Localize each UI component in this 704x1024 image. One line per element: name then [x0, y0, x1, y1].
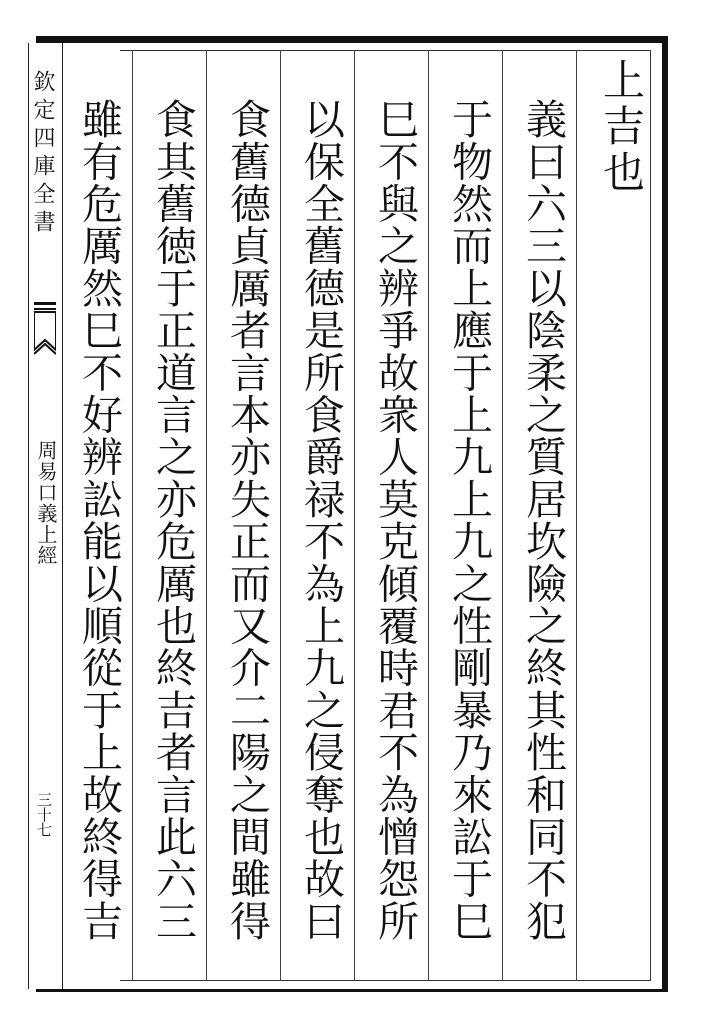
text-column-2: 義曰六三以陰柔之質居坎險之終其性和同不犯 [519, 98, 567, 942]
column-rule [132, 50, 133, 980]
fish-tail-ornament-icon [34, 302, 56, 360]
inner-border-bottom [120, 980, 651, 981]
column-rule [280, 50, 281, 980]
text-column-4: 巳不與之辨爭故衆人莫克傾覆時君不為憎怨所 [371, 98, 419, 942]
column-rule [576, 50, 577, 980]
text-column-1: 上吉也 [597, 58, 646, 196]
page-border-right [662, 36, 668, 992]
margin-rule-outer [28, 43, 29, 989]
column-rule [428, 50, 429, 980]
page-border-top [36, 36, 668, 43]
column-rule [502, 50, 503, 980]
text-column-6: 食舊德貞厲者言本亦失正而又介二陽之間雖得 [223, 98, 271, 942]
page-border-bottom [36, 989, 668, 992]
inner-border-right [650, 50, 651, 980]
text-column-3: 于物然而上應于上九上九之性剛暴乃來訟于巳 [445, 98, 493, 942]
column-rule [206, 50, 207, 980]
book-title: 欽定四庫全書 [30, 70, 55, 238]
page-number: 三十七 [35, 792, 53, 837]
margin-rule-inner [62, 43, 63, 989]
column-rule [354, 50, 355, 980]
text-column-8: 雖有危厲然巳不好辨訟能以順從于上故終得吉 [75, 98, 123, 942]
inner-border-top [120, 50, 651, 51]
text-column-7: 食其舊徳于正道言之亦危厲也終吉者言此六三 [149, 98, 197, 942]
text-column-5: 以保全舊德是所食爵禄不為上九之侵奪也故曰 [297, 98, 345, 942]
section-title: 周易口義上經 [34, 440, 58, 566]
